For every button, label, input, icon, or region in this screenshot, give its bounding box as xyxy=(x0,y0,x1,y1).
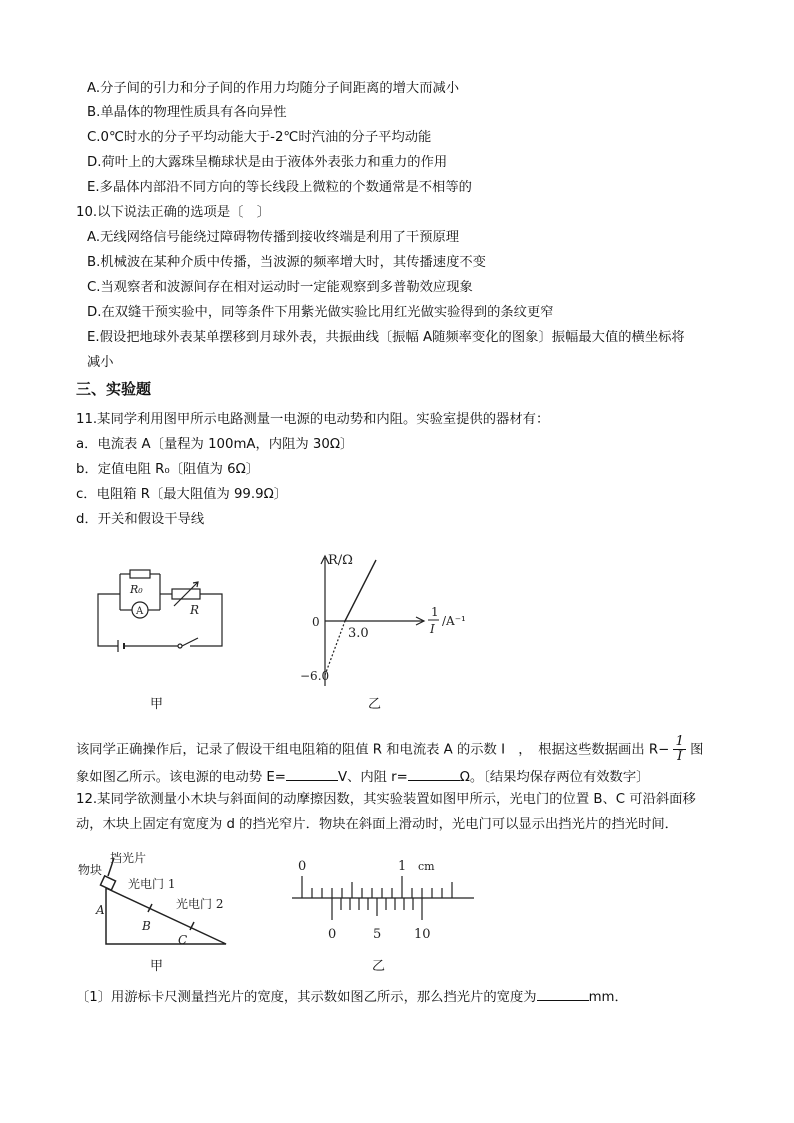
label-b: B xyxy=(142,919,151,933)
q11-text1-b: 图 xyxy=(690,742,704,758)
graph-y-intercept: −6.0 xyxy=(300,669,330,683)
q12-sub1-b: mm． xyxy=(588,990,628,1005)
graph-xlabel-num: 1 xyxy=(431,605,439,619)
q11-text-line1 xyxy=(76,735,703,764)
circuit-r-label: R xyxy=(190,603,200,617)
q12-sub1 xyxy=(76,987,628,1007)
caliper-main-0: 0 xyxy=(298,859,307,874)
q12-sub1-a: 〔1〕用游标卡尺测量挡光片的宽度，其示数如图乙所示，那么挡光片的宽度为 xyxy=(76,990,537,1005)
label-dangguang: 挡光片 xyxy=(110,851,147,865)
q9-option-c: C.0℃时水的分子平均动能大于-2℃时汽油的分子平均动能 xyxy=(87,130,432,145)
caliper-unit: cm xyxy=(418,860,435,873)
graph-ylabel: R/Ω xyxy=(328,553,353,568)
q12-stem-line1: 12.某同学欲测量小木块与斜面间的动摩擦因数，其实验装置如图甲所示，光电门的位置 B、C 可沿斜面移 xyxy=(76,792,696,807)
q10-option-d: D.在双缝干预实验中，同等条件下用紫光做实验比用红光做实验得到的条纹更窄 xyxy=(87,305,554,320)
fig-yi-caption: 乙 xyxy=(368,697,382,712)
caliper-vernier-0: 0 xyxy=(328,927,337,942)
fraction-1-over-i xyxy=(673,735,685,764)
q11-text2-b: V、内阻 r= xyxy=(337,770,408,785)
q12-stem-line2: 动，木块上固定有宽度为 d 的挡光窄片．物块在斜面上滑动时，光电门可以显示出挡光片的挡光时间． xyxy=(76,817,678,832)
label-gd1: 光电门 1 xyxy=(128,877,176,891)
q9-option-e: E.多晶体内部沿不同方向的等长线段上微粒的个数通常是不相等的 xyxy=(87,180,472,195)
circuit-ammeter-label: A xyxy=(136,606,144,617)
caliper-vernier-10: 10 xyxy=(414,927,431,942)
q9-option-b: B.单晶体的物理性质具有各向异性 xyxy=(87,105,287,120)
q11-text2-c: Ω。〔结果均保存两位有效数字〕 xyxy=(459,770,650,785)
circuit-r0-label: R₀ xyxy=(130,583,143,596)
incline-diagram xyxy=(78,848,238,952)
graph-xlabel-den: I xyxy=(430,622,435,636)
q11-text2-a: 象如图乙所示。该电源的电动势 E= xyxy=(76,770,286,785)
q12-fig-yi-caption: 乙 xyxy=(372,959,386,974)
caliper-main-1: 1 xyxy=(398,859,407,874)
r-vs-inverse-i-graph xyxy=(300,548,500,690)
q10-stem: 10.以下说法正确的选项是〔 〕 xyxy=(76,205,271,220)
vernier-caliper xyxy=(288,850,478,950)
q11-item-b: b．定值电阻 R₀〔阻值为 6Ω〕 xyxy=(76,462,260,477)
q10-option-e-cont: 减小 xyxy=(87,355,114,370)
graph-xlabel-unit: /A⁻¹ xyxy=(442,614,466,628)
label-gd2: 光电门 2 xyxy=(176,897,224,911)
q11-stem: 11.某同学利用图甲所示电路测量一电源的电动势和内阻。实验室提供的器材有： xyxy=(76,412,550,427)
q10-option-b: B.机械波在某种介质中传播，当波源的频率增大时，其传播速度不变 xyxy=(87,255,486,270)
label-c: C xyxy=(178,933,188,947)
resistance-answer-blank[interactable] xyxy=(408,767,460,781)
q10-option-e: E.假设把地球外表某单摆移到月球外表，共振曲线〔振幅 A随频率变化的图象〕振幅最大值的横坐标将 xyxy=(87,330,685,345)
q11-text-line2 xyxy=(76,767,649,787)
fig-jia-caption: 甲 xyxy=(150,697,164,712)
q12-fig-jia-caption: 甲 xyxy=(150,959,164,974)
q11-item-d: d．开关和假设干导线 xyxy=(76,512,205,527)
caliper-vernier-5: 5 xyxy=(373,927,382,942)
section-heading: 三、实验题 xyxy=(76,380,152,398)
circuit-diagram xyxy=(90,560,230,660)
q11-item-a: a．电流表 A〔量程为 100mA，内阻为 30Ω〕 xyxy=(76,437,354,452)
q11-item-c: c．电阻箱 R〔最大阻值为 99.9Ω〕 xyxy=(76,487,288,502)
label-a: A xyxy=(96,903,105,917)
label-wukuai: 物块 xyxy=(78,863,103,877)
q10-option-a: A.无线网络信号能绕过障碍物传播到接收终端是利用了干预原理 xyxy=(87,230,460,245)
q10-option-c: C.当观察者和波源间存在相对运动时一定能观察到多普勒效应现象 xyxy=(87,280,473,295)
graph-origin: 0 xyxy=(312,615,320,629)
frac-num: 1 xyxy=(675,734,684,749)
q9-option-a: A.分子间的引力和分子间的作用力均随分子间距离的增大而减小 xyxy=(87,81,460,96)
frac-den: I xyxy=(677,749,683,764)
width-answer-blank[interactable] xyxy=(537,987,589,1001)
graph-x-intercept: 3.0 xyxy=(348,626,369,641)
q11-text1-a: 该同学正确操作后，记录了假设干组电阻箱的阻值 R 和电流表 A 的示数 I ， 根据这些数据画出 R− xyxy=(76,742,670,758)
emf-answer-blank[interactable] xyxy=(286,767,338,781)
q9-option-d: D.荷叶上的大露珠呈椭球状是由于液体外表张力和重力的作用 xyxy=(87,155,448,170)
